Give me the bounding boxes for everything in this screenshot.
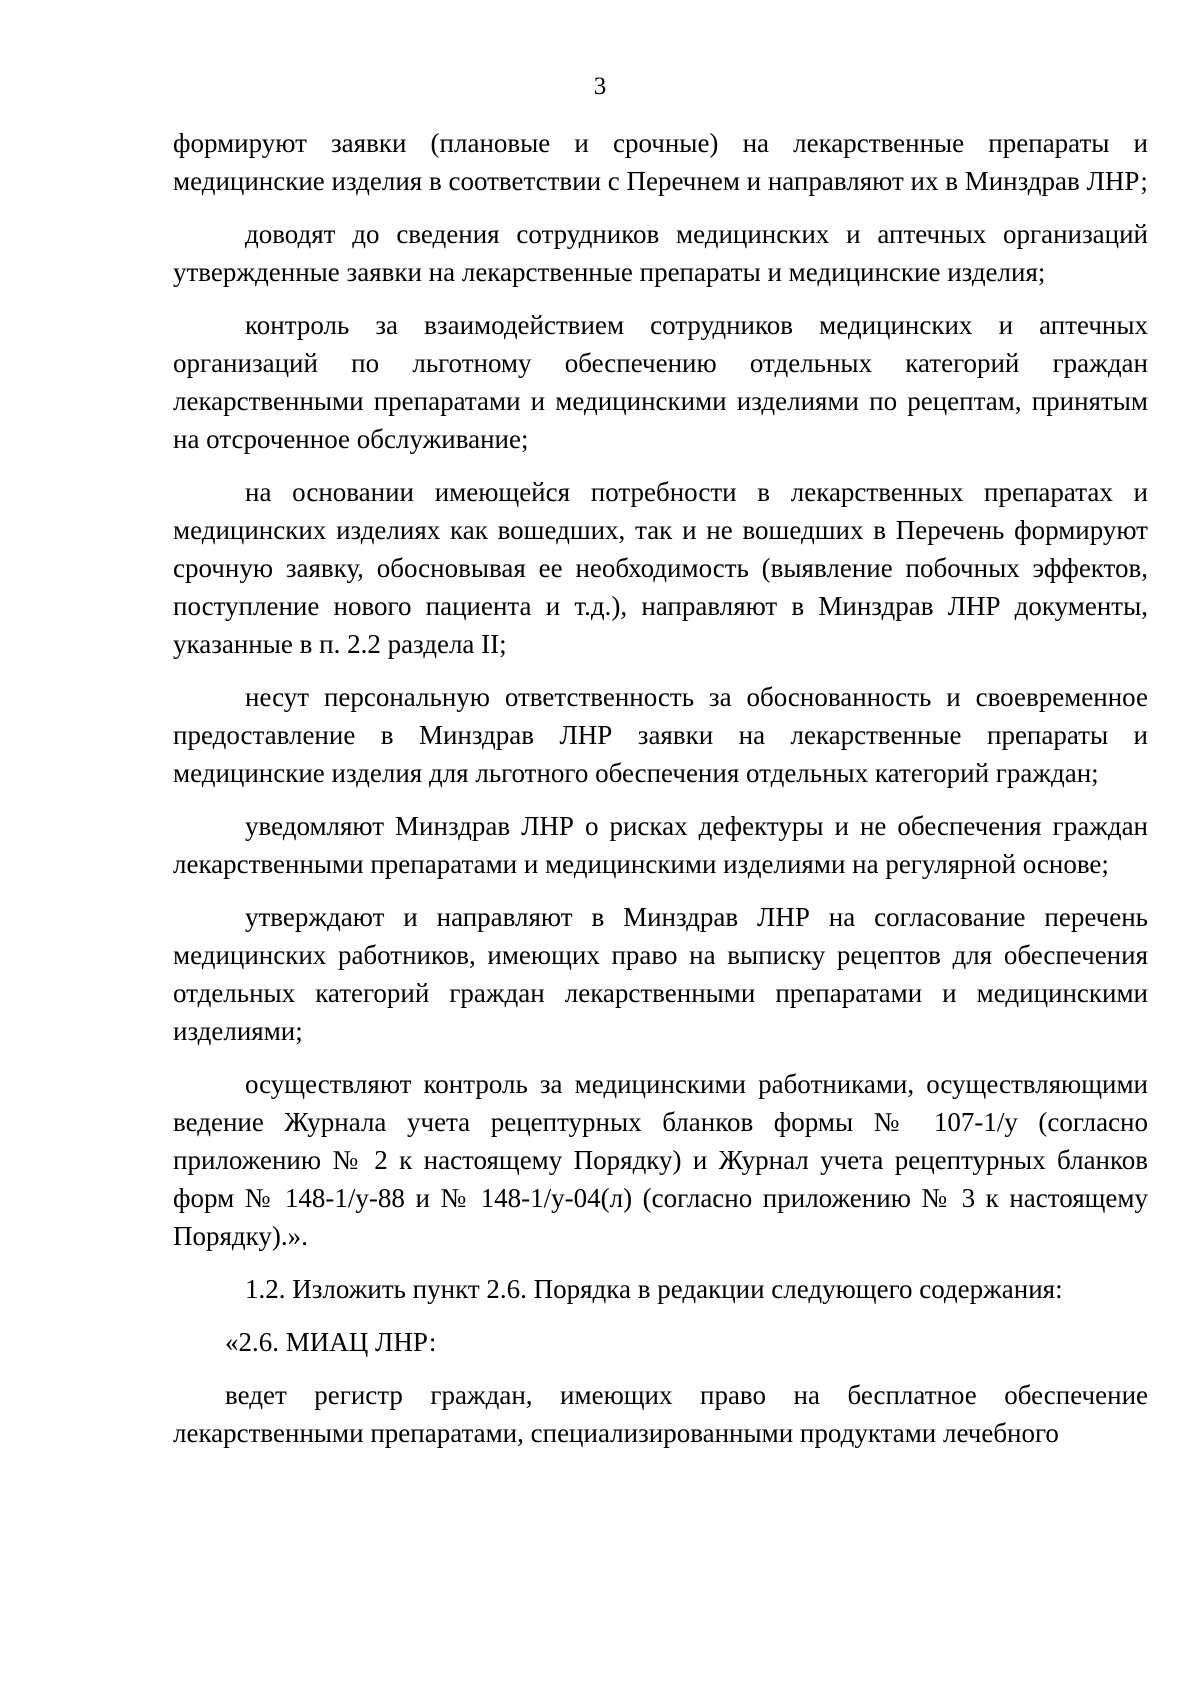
paragraph-staff-list-approval: утверждают и направляют в Минздрав ЛНР на согласование перечень медицинских работников, имеющих право на выписку рецептов для обеспечения отдельных категорий граждан лекарственными препаратами и медицинскими изделиями; bbox=[173, 902, 1148, 1046]
paragraph-urgent-request: на основании имеющейся потребности в лекарственных препаратах и медицинских изделиях как вошедших, так и не вошедших в Перечень формируют срочную заявку, обосновывая ее необходимость (выявление побочных эффектов, поступление нового пациента и т.д.), направляют в Минздрав ЛНР документы, указанные в п. 2.2 раздела II; bbox=[173, 477, 1148, 659]
paragraph-inform-staff: доводят до сведения сотрудников медицинских и аптечных организаций утвержденные заявки на лекарственные препараты и медицинские изделия; bbox=[173, 219, 1148, 287]
paragraph-requests-formation: формируют заявки (плановые и срочные) на лекарственные препараты и медицинские изделия в соответствии с Перечнем и направляют их в Минздрав ЛНР; bbox=[173, 128, 1148, 196]
paragraph-section-2-6-heading: «2.6. МИАЦ ЛНР: bbox=[225, 1327, 437, 1357]
paragraph-journal-control: осуществляют контроль за медицинскими работниками, осуществляющими ведение Журнала учета рецептурных бланков формы № 107-1/у (согласно приложению № 2 к настоящему Порядку) и Журнал учета рецептурных бланков форм № 148-1/у-88 и № 148-1/у-04(л) (согласно приложению № 3 к настоящему Порядку).». bbox=[173, 1069, 1148, 1251]
paragraph-amendment-1-2: 1.2. Изложить пункт 2.6. Порядка в редакции следующего содержания: bbox=[245, 1274, 1063, 1304]
paragraph-personal-responsibility: несут персональную ответственность за обоснованность и своевременное предоставление в Минздрав ЛНР заявки на лекарственные препараты и медицинские изделия для льготного обеспечения отдельных категорий граждан; bbox=[173, 682, 1148, 788]
paragraph-interaction-control: контроль за взаимодействием сотрудников медицинских и аптечных организаций по льготному обеспечению отдельных категорий граждан лекарственными препаратами и медицинскими изделиями по рецептам, принятым на отсроченное обслуживание; bbox=[173, 310, 1148, 454]
paragraph-registry: ведет регистр граждан, имеющих право на бесплатное обеспечение лекарственными препаратами, специализированными продуктами лечебного bbox=[173, 1380, 1148, 1448]
document-body bbox=[173, 124, 1148, 1467]
page-number: 3 bbox=[593, 73, 607, 100]
paragraph-defect-risk-notice: уведомляют Минздрав ЛНР о рисках дефектуры и не обеспечения граждан лекарственными препаратами и медицинскими изделиями на регулярной основе; bbox=[173, 811, 1148, 879]
